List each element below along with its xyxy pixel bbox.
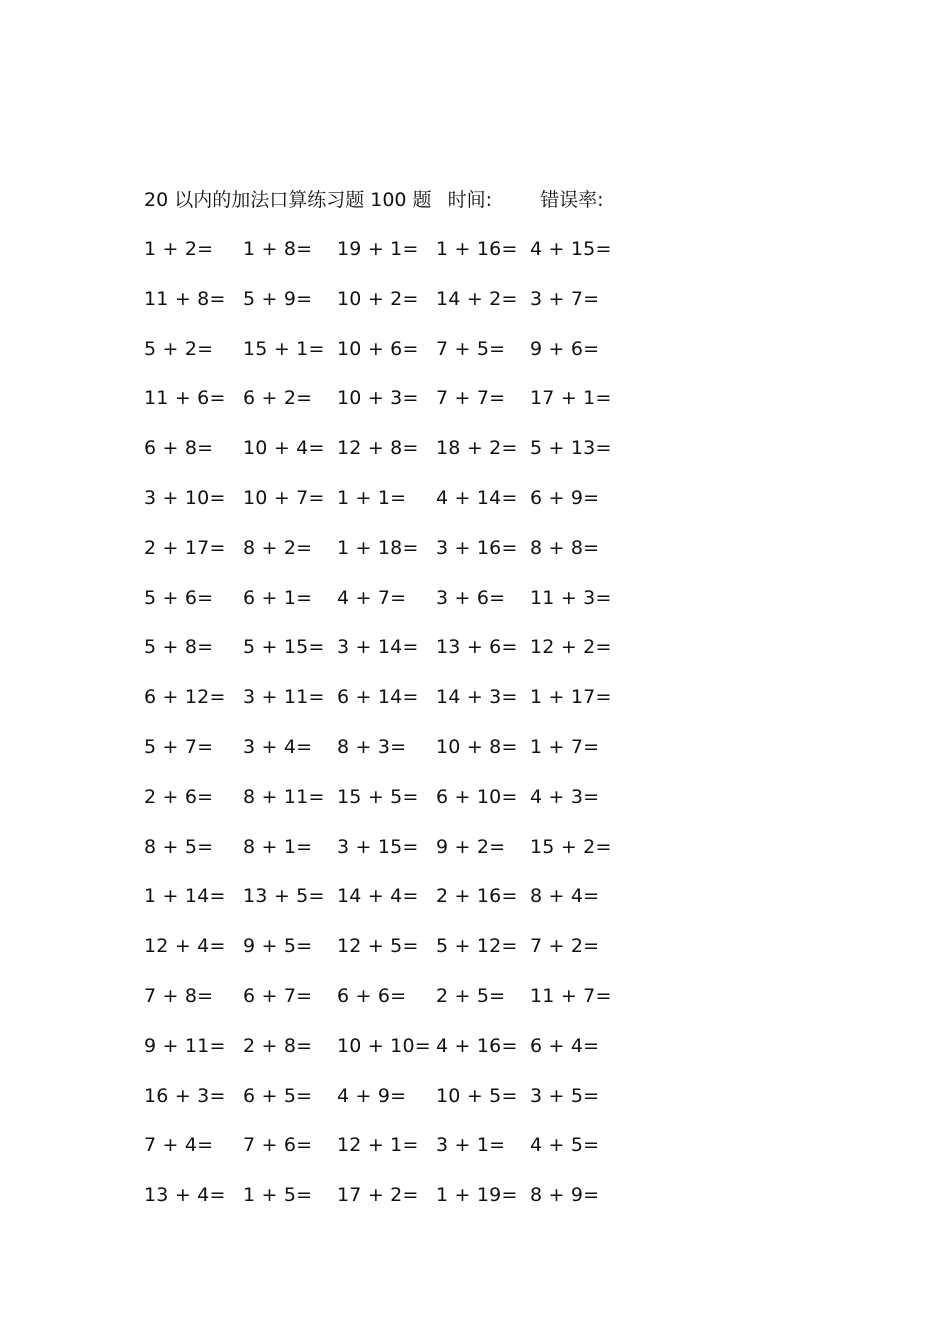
addition-problem: 8 + 4= [530,885,600,908]
addition-problem: 1 + 18= [337,536,419,559]
addition-problem: 13 + 4= [144,1184,226,1207]
addition-problem: 5 + 8= [144,636,214,659]
addition-problem: 10 + 2= [337,287,419,310]
addition-problem: 16 + 3= [144,1084,226,1107]
addition-problem: 1 + 14= [144,885,226,908]
addition-problem: 17 + 1= [530,387,612,410]
addition-problem: 7 + 5= [436,337,506,360]
problem-row [144,583,634,633]
addition-problem: 5 + 15= [243,636,325,659]
addition-problem: 11 + 3= [530,586,612,609]
addition-problem: 15 + 5= [337,785,419,808]
problem-grid [144,234,634,1230]
addition-problem: 10 + 10= [337,1034,431,1057]
addition-problem: 1 + 1= [337,486,407,509]
addition-problem: 3 + 4= [243,735,313,758]
addition-problem: 6 + 7= [243,984,313,1007]
problem-row [144,782,634,832]
addition-problem: 18 + 2= [436,437,518,460]
problem-row [144,981,634,1031]
problem-row [144,1180,634,1230]
problem-row [144,1031,634,1081]
problem-row [144,832,634,882]
addition-problem: 6 + 10= [436,785,518,808]
problem-row [144,1081,634,1131]
addition-problem: 8 + 8= [530,536,600,559]
addition-problem: 7 + 7= [436,387,506,410]
addition-problem: 8 + 5= [144,835,214,858]
addition-problem: 4 + 16= [436,1034,518,1057]
problem-row [144,931,634,981]
problem-row [144,383,634,433]
addition-problem: 2 + 5= [436,984,506,1007]
addition-problem: 3 + 1= [436,1134,506,1157]
problem-row [144,433,634,483]
addition-problem: 4 + 9= [337,1084,407,1107]
problem-row [144,533,634,583]
addition-problem: 3 + 11= [243,686,325,709]
addition-problem: 3 + 14= [337,636,419,659]
addition-problem: 1 + 19= [436,1184,518,1207]
addition-problem: 10 + 4= [243,437,325,460]
addition-problem: 2 + 8= [243,1034,313,1057]
addition-problem: 1 + 16= [436,238,518,260]
addition-problem: 4 + 15= [530,238,612,260]
addition-problem: 15 + 2= [530,835,612,858]
addition-problem: 9 + 2= [436,835,506,858]
addition-problem: 14 + 2= [436,287,518,310]
worksheet-header [144,186,603,214]
addition-problem: 10 + 3= [337,387,419,410]
addition-problem: 6 + 14= [337,686,419,709]
addition-problem: 2 + 16= [436,885,518,908]
addition-problem: 12 + 2= [530,636,612,659]
addition-problem: 6 + 4= [530,1034,600,1057]
addition-problem: 2 + 17= [144,536,226,559]
addition-problem: 8 + 1= [243,835,313,858]
addition-problem: 3 + 6= [436,586,506,609]
problem-row [144,732,634,782]
addition-problem: 6 + 1= [243,586,313,609]
addition-problem: 12 + 8= [337,437,419,460]
addition-problem: 3 + 5= [530,1084,600,1107]
addition-problem: 5 + 7= [144,735,214,758]
addition-problem: 11 + 6= [144,387,226,410]
addition-problem: 11 + 7= [530,984,612,1007]
addition-problem: 3 + 7= [530,287,600,310]
addition-problem: 6 + 5= [243,1084,313,1107]
addition-problem: 1 + 8= [243,238,313,260]
addition-problem: 10 + 5= [436,1084,518,1107]
addition-problem: 14 + 3= [436,686,518,709]
addition-problem: 5 + 12= [436,935,518,958]
addition-problem: 6 + 2= [243,387,313,410]
addition-problem: 5 + 6= [144,586,214,609]
addition-problem: 6 + 9= [530,486,600,509]
addition-problem: 7 + 4= [144,1134,214,1157]
addition-problem: 13 + 5= [243,885,325,908]
addition-problem: 7 + 8= [144,984,214,1007]
addition-problem: 4 + 7= [337,586,407,609]
problem-row [144,234,634,284]
worksheet-title: 20 以内的加法口算练习题 100 题 [144,189,432,211]
problem-row [144,284,634,334]
addition-problem: 4 + 14= [436,486,518,509]
addition-problem: 19 + 1= [337,238,419,260]
addition-problem: 6 + 8= [144,437,214,460]
addition-problem: 11 + 8= [144,287,226,310]
addition-problem: 1 + 17= [530,686,612,709]
addition-problem: 6 + 6= [337,984,407,1007]
problem-row [144,682,634,732]
addition-problem: 8 + 11= [243,785,325,808]
addition-problem: 10 + 7= [243,486,325,509]
addition-problem: 9 + 11= [144,1034,226,1057]
addition-problem: 13 + 6= [436,636,518,659]
addition-problem: 15 + 1= [243,337,325,360]
addition-problem: 1 + 5= [243,1184,313,1207]
addition-problem: 5 + 9= [243,287,313,310]
addition-problem: 4 + 3= [530,785,600,808]
addition-problem: 12 + 4= [144,935,226,958]
error-rate-label: 错误率: [540,189,604,211]
addition-problem: 17 + 2= [337,1184,419,1207]
problem-row [144,334,634,384]
problem-row [144,1130,634,1180]
problem-row [144,881,634,931]
addition-problem: 6 + 12= [144,686,226,709]
addition-problem: 14 + 4= [337,885,419,908]
addition-problem: 7 + 6= [243,1134,313,1157]
addition-problem: 8 + 3= [337,735,407,758]
problem-row [144,483,634,533]
addition-problem: 12 + 1= [337,1134,419,1157]
addition-problem: 4 + 5= [530,1134,600,1157]
addition-problem: 10 + 8= [436,735,518,758]
time-label: 时间: [447,189,493,211]
addition-problem: 10 + 6= [337,337,419,360]
addition-problem: 5 + 13= [530,437,612,460]
addition-problem: 9 + 6= [530,337,600,360]
addition-problem: 8 + 2= [243,536,313,559]
addition-problem: 3 + 15= [337,835,419,858]
addition-problem: 9 + 5= [243,935,313,958]
problem-row [144,632,634,682]
addition-problem: 3 + 10= [144,486,226,509]
addition-problem: 8 + 9= [530,1184,600,1207]
addition-problem: 12 + 5= [337,935,419,958]
addition-problem: 5 + 2= [144,337,214,360]
addition-problem: 7 + 2= [530,935,600,958]
addition-problem: 2 + 6= [144,785,214,808]
addition-problem: 1 + 2= [144,238,214,260]
addition-problem: 3 + 16= [436,536,518,559]
addition-problem: 1 + 7= [530,735,600,758]
